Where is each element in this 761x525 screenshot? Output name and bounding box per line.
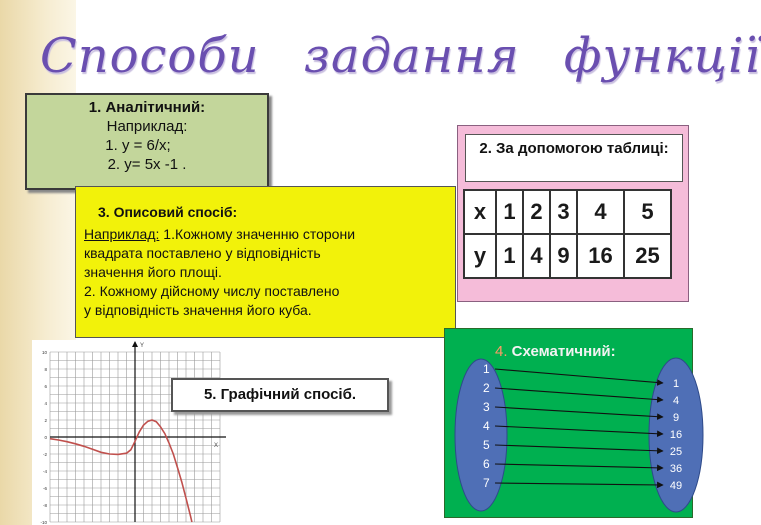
domain-value: 2 xyxy=(483,381,490,395)
table-cell: 3 xyxy=(550,190,577,234)
y-tick-label: 6 xyxy=(44,384,47,389)
descriptive-heading: 3. Описовий спосіб: xyxy=(98,204,238,220)
range-value: 4 xyxy=(672,395,680,407)
table-method-title: 2. За допомогою таблиці: xyxy=(465,134,683,182)
domain-value: 7 xyxy=(483,476,490,490)
mapping-arrow xyxy=(495,445,663,451)
y-tick-label: -10 xyxy=(40,520,47,525)
range-value: 49 xyxy=(669,480,683,492)
y-tick-label: 10 xyxy=(41,350,47,355)
table-cell: 2 xyxy=(523,190,550,234)
analytic-method-box xyxy=(25,93,269,190)
y-tick-label: 8 xyxy=(44,367,47,372)
table-cell: y xyxy=(464,234,496,278)
domain-value: 5 xyxy=(483,438,490,452)
mapping-arrow xyxy=(495,388,663,400)
y-tick-label: 0 xyxy=(44,435,47,440)
function-graph-svg xyxy=(32,340,219,525)
y-tick-label: -8 xyxy=(42,503,47,508)
function-graph xyxy=(32,340,219,525)
descriptive-example-1-line-3: значення його площі. xyxy=(84,264,222,280)
table-row-x xyxy=(464,190,671,234)
domain-value: 4 xyxy=(483,419,490,433)
analytic-example-label: Наприклад: xyxy=(106,118,188,135)
mapping-arrow xyxy=(495,464,663,468)
range-value: 9 xyxy=(672,412,680,424)
y-tick-label: 2 xyxy=(44,418,47,423)
domain-value: 6 xyxy=(483,457,490,471)
domain-value: 1 xyxy=(483,362,490,376)
mapping-arrow xyxy=(495,426,663,434)
y-tick-label: -6 xyxy=(42,486,47,491)
descriptive-example-label: Наприклад: xyxy=(84,226,160,242)
x-axis-label: X xyxy=(214,443,219,449)
range-value: 1 xyxy=(672,378,680,390)
page-title: Способи задання функції xyxy=(40,28,761,84)
table-cell: 16 xyxy=(577,234,624,278)
table-cell: 1 xyxy=(496,234,523,278)
schematic-heading-text: Схематичний: xyxy=(507,343,616,360)
schematic-method-box xyxy=(444,328,693,518)
schematic-number: 4. xyxy=(495,343,508,360)
table-cell: 25 xyxy=(624,234,671,278)
table-cell: 5 xyxy=(624,190,671,234)
table-cell: 9 xyxy=(550,234,577,278)
mapping-arrow xyxy=(495,483,663,485)
mapping-diagram xyxy=(445,329,694,519)
descriptive-example-2-line-1: 2. Кожному дійсному числу поставлено xyxy=(84,283,340,299)
table-cell: x xyxy=(464,190,496,234)
range-value: 25 xyxy=(669,446,683,458)
table-row-y xyxy=(464,234,671,278)
descriptive-line xyxy=(84,225,447,244)
table-cell: 1 xyxy=(496,190,523,234)
range-value: 36 xyxy=(669,463,683,475)
analytic-heading: 1. Аналітичний: xyxy=(88,99,206,116)
y-tick-label: 4 xyxy=(44,401,47,406)
descriptive-example-1-line-1: 1.Кожному значенню сторони xyxy=(159,226,356,242)
y-tick-label: -2 xyxy=(42,452,47,457)
graphical-method-label: 5. Графічний спосіб. xyxy=(171,378,389,412)
values-table xyxy=(463,189,672,279)
table-cell: 4 xyxy=(523,234,550,278)
range-value: 16 xyxy=(669,429,683,441)
analytic-formula-2: 2. y= 5x -1 . xyxy=(107,156,187,173)
descriptive-example-2-line-2: у відповідність значення його куба. xyxy=(84,302,312,318)
y-axis-label: Y xyxy=(140,343,145,349)
domain-oval xyxy=(455,359,507,511)
mapping-arrow xyxy=(495,369,663,383)
mapping-arrow xyxy=(495,407,663,417)
table-cell: 4 xyxy=(577,190,624,234)
descriptive-method-box xyxy=(75,186,456,338)
y-tick-label: -4 xyxy=(42,469,47,474)
y-axis-arrow xyxy=(132,341,138,347)
domain-value: 3 xyxy=(483,400,490,414)
descriptive-example-1-line-2: квадрата поставлено у відповідність xyxy=(84,245,321,261)
analytic-formula-1: 1. y = 6/x; xyxy=(105,137,171,154)
table-method-box xyxy=(457,125,689,302)
